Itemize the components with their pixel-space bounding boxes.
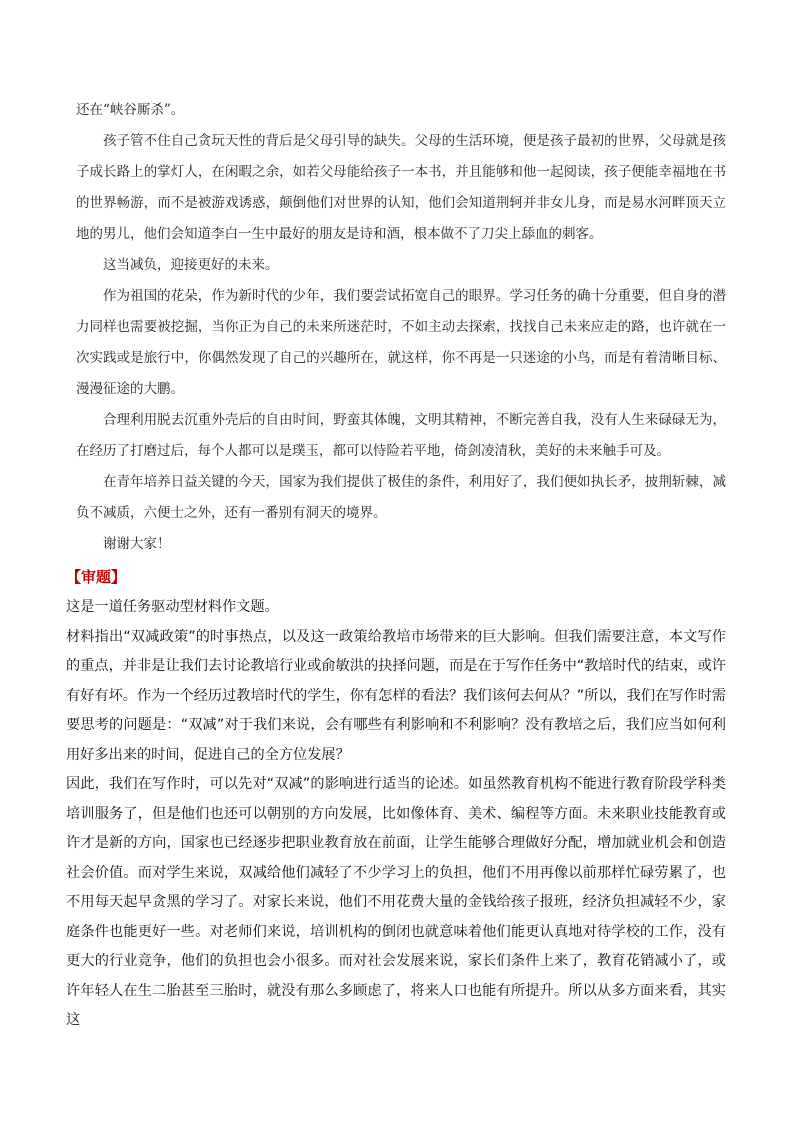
essay-paragraph: 在青年培养日益关键的今天，国家为我们提供了极佳的条件，利用好了，我们便如执长矛，披荆斩棘，减负不减质，六便士之外，还有一番别有洞天的境界。 [76,474,726,521]
essay-paragraph: 孩子管不住自己贪玩天性的背后是父母引导的缺失。父母的生活环境，便是孩子最初的世界，父母就是孩子成长路上的掌灯人，在闲暇之余，如若父母能给孩子一本书，并且能够和他一起阅读，孩子便能幸福地在书的世界畅游，而不是被游戏诱惑，颠倒他们对世界的认知，他们会知道荆轲并非女儿身，而是易水河畔顶天立地的男儿，他们会知道李白一生中最好的朋友是诗和酒，根本做不了刀尖上舔血的刺客。 [76,133,726,242]
essay-paragraph: 这当减负，迎接更好的未来。 [103,257,279,273]
essay-paragraph: 谢谢大家！ [103,536,171,552]
section-heading: 【审题】 [66,568,127,586]
essay-paragraph: 合理利用脱去沉重外壳后的自由时间，野蛮其体魄，文明其精神，不断完善自我，没有人生来碌碌无为，在经历了打磨过后，每个人都可以是璞玉，都可以恃险若平地，倚剑凌清秋，美好的未来触手可及。 [76,412,726,459]
essay-paragraph: 还在“峡谷厮杀”。 [76,102,185,118]
essay-paragraph: 作为祖国的花朵，作为新时代的少年，我们要尝试拓宽自己的眼界。学习任务的确十分重要，但自身的潜力同样也需要被挖掘，当你正为自己的未来所迷茫时，不如主动去探索，找找自己未来应走的路，也许就在一次实践或是旅行中，你偶然发现了自己的兴趣所在，就这样，你不再是一只迷途的小鸟，而是有着清晰目标、漫漫征途的大鹏。 [76,288,726,397]
analysis-paragraph: 因此，我们在写作时，可以先对“双减”的影响进行适当的论述。如虽然教育机构不能进行教育阶段学科类培训服务了，但是他们也还可以朝别的方向发展，比如像体育、美术、编程等方面。未来职业技能教育或许才是新的方向，国家也已经逐步把职业教育放在前面，让学生能够合理做好分配，增加就业机会和创造社会价值。而对学生来说，双减给他们减轻了不少学习上的负担，他们不用再像以前那样忙碌劳累了，也不用每天起早贪黑的学习了。对家长来说，他们不用花费大量的金钱给孩子报班，经济负担减轻不少，家庭条件也能更好一些。对老师们来说，培训机构的倒闭也就意味着他们能更认真地对待学校的工作，没有更大的行业竞争，他们的负担也会小很多。而对社会发展来说，家长们条件上来了，教育花销减小了，或许年轻人在生二胎甚至三胎时，就没有那么多顾虑了，将来人口也能有所提升。所以从多方面来看，其实这 [66,776,726,1028]
analysis-paragraph: 这是一道任务驱动型材料作文题。 [66,599,279,615]
essay-body [76,95,726,560]
analysis-paragraph: 材料指出“双减政策”的时事热点，以及这一政策给教培市场带来的巨大影响。但我们需要注意，本文写作的重点，并非是让我们去讨论教培行业或俞敏洪的抉择问题，而是在于写作任务中“教培时代的结束，或许有好有坏。作为一个经历过教培时代的学生，你有怎样的看法？我们该何去何从？”所以，我们在写作时需要思考的问题是：“双减”对于我们来说，会有哪些有利影响和不利影响？没有教培之后，我们应当如何利用好多出来的时间，促进自己的全方位发展？ [66,628,726,763]
analysis-body [66,593,726,1036]
